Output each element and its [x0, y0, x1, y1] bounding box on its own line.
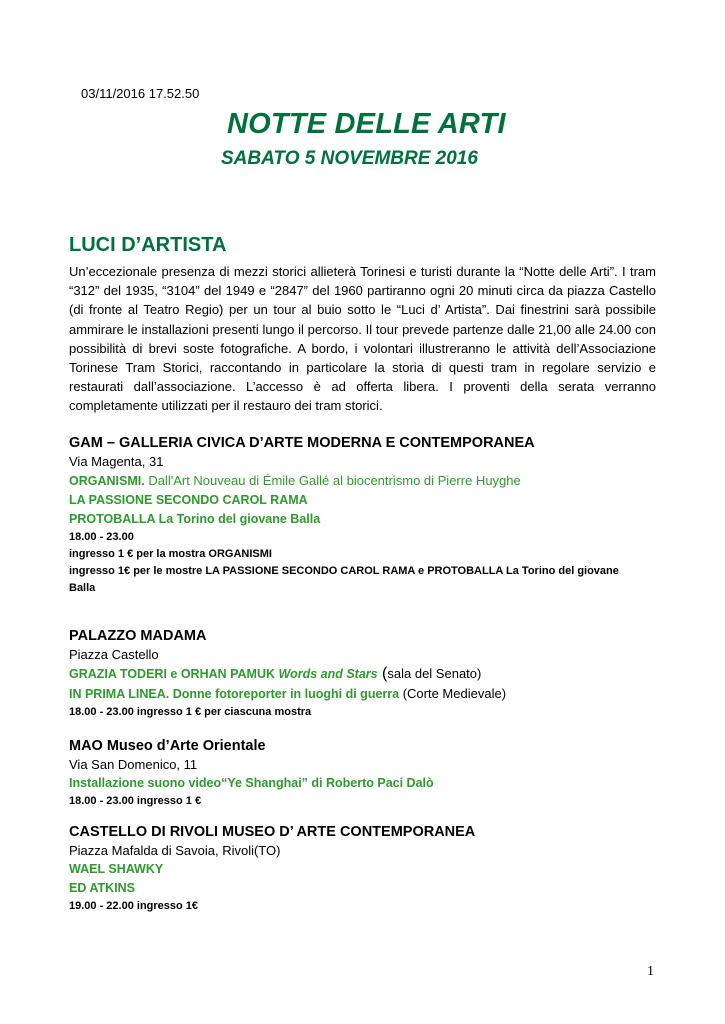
madama-exhibit-prima-linea	[69, 684, 669, 704]
madama-exhibit-toderi-pamuk-title: Words and Stars	[278, 667, 378, 681]
rivoli-title: CASTELLO DI RIVOLI MUSEO D’ ARTE CONTEMPORANEA	[69, 824, 476, 840]
madama-exhibit-prima-linea-title: IN PRIMA LINEA. Donne fotoreporter in luoghi di guerra	[69, 687, 400, 701]
rivoli-section	[69, 822, 669, 915]
mao-exhibit: Installazione suono video“Ye Shanghai” di Roberto Paci Dalò	[69, 776, 434, 790]
rivoli-artist-atkins: ED ATKINS	[69, 881, 135, 895]
mao-title: MAO Museo d’Arte Orientale	[69, 738, 266, 754]
mao-address: Via San Domenico, 11	[69, 757, 198, 772]
gam-exhibit-carol-rama: LA PASSIONE SECONDO CAROL RAMA	[69, 493, 308, 507]
gam-address: Via Magenta, 31	[69, 454, 164, 469]
rivoli-info: 19.00 - 22.00 ingresso 1€	[69, 900, 199, 912]
mao-section	[69, 736, 669, 810]
luci-description: Un’eccezionale presenza di mezzi storici allieterà Torinesi e turisti durante la “Notte delle Arti”. I tram “312” del 1935, “3104” del 1949 e “2847” del 1960 partiranno ogni 20 minuti circa da piazza Castello (di fronte al Teatro Regio) per un tour al buio sotto le “Luci d’ Artista”. Dai finestrini sarà possibile ammirare le installazioni presenti lungo il percorso. Il tour prevede partenze dalle 21,00 alle 24.00 con possibilità di brevi soste fotografiche. A bordo, i volontari illustreranno le attività dell’Associazione Torinese Tram Storici, raccontando in particolare la storia di questi tram in regolare servizio e restaurati dall’associazione. L’accesso è ad offerta libera. I proventi della serata verranno completamente utilizzati per il restauro dei tram storici.	[69, 264, 656, 414]
gam-exhibit-organismi-title: ORGANISMI.	[69, 474, 145, 488]
page-number: 1	[647, 964, 654, 979]
gam-exhibit-organismi	[69, 471, 669, 491]
madama-exhibit-toderi-pamuk	[69, 664, 669, 684]
rivoli-address: Piazza Mafalda di Savoia, Rivoli(TO)	[69, 843, 281, 858]
mao-info: 18.00 - 23.00 ingresso 1 €	[69, 795, 202, 807]
gam-ticket-organismi: ingresso 1 € per la mostra ORGANISMI	[69, 548, 272, 560]
page-subtitle: SABATO 5 NOVEMBRE 2016	[221, 148, 478, 169]
gam-title: GAM – GALLERIA CIVICA D’ARTE MODERNA E CONTEMPORANEA	[69, 435, 535, 451]
madama-section	[69, 626, 669, 721]
madama-exhibit-prima-linea-location: (Corte Medievale)	[399, 686, 507, 701]
madama-info: 18.00 - 23.00 ingresso 1 € per ciascuna mostra	[69, 706, 312, 718]
rivoli-artist-shawky: WAEL SHAWKY	[69, 862, 164, 876]
gam-section	[69, 433, 669, 597]
gam-ticket-other: ingresso 1€ per le mostre LA PASSIONE SECONDO CAROL RAMA e PROTOBALLA La Torino del giovane Balla	[69, 565, 619, 594]
madama-address: Piazza Castello	[69, 647, 159, 662]
madama-exhibit-toderi-pamuk-location: sala del Senato)	[387, 666, 482, 681]
madama-exhibit-toderi-pamuk-artists: GRAZIA TODERI e ORHAN PAMUK	[69, 667, 279, 681]
madama-exhibit-paren: (	[377, 665, 388, 682]
madama-title: PALAZZO MADAMA	[69, 628, 207, 644]
gam-exhibit-protoballa: PROTOBALLA La Torino del giovane Balla	[69, 512, 321, 526]
page-title: NOTTE DELLE ARTI	[227, 108, 506, 140]
document-timestamp: 03/11/2016 17.52.50	[81, 86, 200, 101]
luci-section-title: LUCI D’ARTISTA	[69, 234, 227, 256]
gam-hours: 18.00 - 23.00	[69, 531, 134, 543]
gam-exhibit-organismi-subtitle: Dall'Art Nouveau di Émile Gallé al biocentrismo di Pierre Huyghe	[144, 473, 521, 488]
